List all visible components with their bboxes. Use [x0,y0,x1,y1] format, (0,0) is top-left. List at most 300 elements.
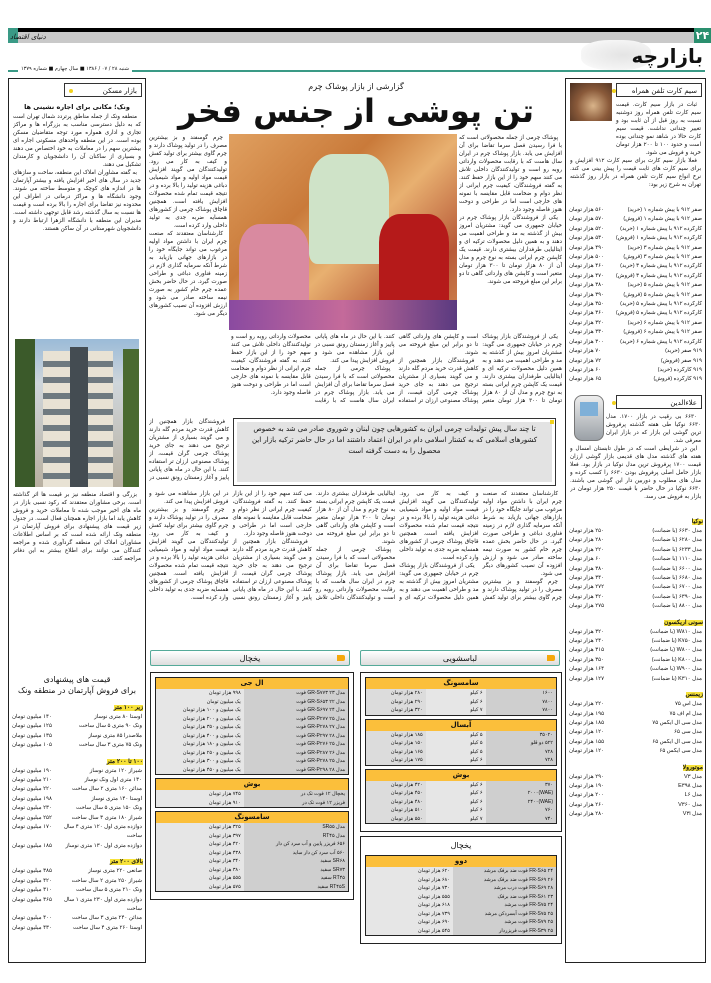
aladdin-box-title: علاءالدین [670,399,697,407]
list-item [568,593,703,602]
price-table-subtitle: برای فروش آپارتمان در منطقه ونک [18,686,136,695]
paragraph: فروشندگان بازار همچنین از کاهش قدرت خرید مردم گله دارند و می گویند بسیاری از مشتریان ترجیح می دهند به جای خرید پوشاک چرمی گران قیمت، از پوشاک مصنوعی ارزان تر استفاده کنند. با این حال در ماه های پایانی پاییز و آغاز زمستان رونق نسبی در این بازار مشاهده می شود و فروش افزایش پیدا می کند. [314,334,479,404]
list-item [568,583,703,592]
paragraph: یکی از فروشندگان بازار پوشاک چرم در خیابان جمهوری می گوید: مشتریان امروز بیش از گذشته به مد و طراحی اهمیت می دهند و به همین دلیل محصولات ترکیه ای و ایتالیایی طرفداران بیشتری دارند. قیمت یک کاپشن چرم ایرانی بسته به نوع چرم و مدل آن از ۸۰ هزار تومان تا ۳۰۰ هزار تومان متغیر است و کاپشن های وارداتی گاهی تا دو برابر این مبلغ فروخته می شوند. [459,215,562,285]
list-item [568,728,703,737]
item-name: مدل سی ال ایکس ۷۵ [652,719,702,726]
item-price: ۱۲۰ هزار تومان [569,748,605,755]
item-name: مدائن ۱۶۰ متری ۲ سال ساخت [72,786,142,793]
table-cell: ۵۱۰ هزار تومان [366,806,426,815]
brand-header: دوو [366,856,556,867]
section-title: بازارچه [631,44,703,68]
list-item [568,215,703,224]
table-row [156,849,348,858]
item-price: ۴۲۰ هزار تومان [569,593,605,600]
table-cell: یک میلیون و ۴۰۰ هزار تومان [156,732,244,741]
item-price: ۱۳۵ میلیون تومان [12,732,52,739]
table-row [366,927,556,936]
table-row [366,689,556,698]
table-cell: مدل GR-S۶۵۳ ۲۲ فوت [244,698,348,707]
table-row [156,689,348,698]
item-name: مدل سی ایکس ۶۵ [659,748,702,755]
item-name: کارکرده ۹۱۲ با پیش شماره ۱ (فروش) [615,235,702,242]
item-name: کارکرده ۹۱۲ با پیش شماره ۳ (فروش) [615,272,702,279]
table-cell: ۳۹۷ هزار تومان [156,832,244,841]
paragraph: چرم گوسفند و بز بیشترین مصرف را در تولید پوشاک دارند و چرم گاوی بیشتر برای تولید کفش و کیف به کار می رود. تولیدکنندگان می گویند افزایش قیمت مواد اولیه و مواد شیمیایی دباغی هزینه تولید را بالا برده و در نتیجه قیمت تمام شده محصولات افزایش یافته است. همچنین قاچاق پوشاک چرمی از کشورهای همسایه ضربه جدی به تولید داخلی وارد کرده است. [149,507,229,601]
item-price: ۱۲۷ هزار تومان [569,675,605,682]
table-cell: FR-S۶۹ ۲۸ فوت درب مرشد [453,884,556,893]
item-name: مدل ۶۷۰۰ (با ضمانت) [652,584,702,591]
item-price: ۲۴۰ هزار تومان [569,638,605,645]
table-cell: مدل GR-S۷۷۳ ۲۳ فوت [244,689,348,698]
table-cell: ۱۷۵ هزار تومان [366,756,426,765]
flag-icon [337,655,345,661]
price-table-title: قیمت های پیشنهادی [43,675,111,684]
item-price: ۱۲۰ هزار تومان [569,729,605,736]
item-price: ۴۲۰ میلیون تومان [12,877,52,884]
item-name: دوازده متری اول ۱۳۰ متری نوساز [65,842,142,849]
list-item [568,665,703,674]
page-number: ۲۴ [695,29,710,42]
table-cell: ۵۷۵ هزار تومان [156,883,244,892]
list-item [568,801,703,810]
item-price: ۴۰۰ میلیون تومان [12,915,52,922]
table-cell: ۴۲۰ هزار تومان [366,781,426,790]
table-cell: ۷۳۹ هزار تومان [366,910,453,919]
list-item [568,309,703,318]
item-price: ۶۰ هزار تومان [569,366,602,373]
table-cell: ۳۵۰۲۰ [486,731,557,740]
table-cell: ۱۶۰۰ [486,689,557,698]
list-item [568,646,703,655]
price-table [365,677,557,716]
list-item [568,357,703,366]
list-item [568,272,703,281]
brand-header: سامسونگ [366,678,556,689]
table-row [366,884,556,893]
table-cell: یک میلیون و ۳۰۰ هزار تومان [156,757,244,766]
article-kicker: گزارشی از بازار پوشاک چرم [308,82,404,91]
table-row [156,757,348,766]
table-row [156,740,348,749]
paragraph: کارشناسان معتقدند که صنعت چرم ایران با داشتن مواد اولیه مرغوب می تواند جایگاه خود را در بازارهای جهانی بازیابد به شرط آنکه سرمایه گذاری لازم در زمینه فناوری دباغی و طراحی صورت گیرد. در حال حاضر بخش عمده چرم خام کشور به صورت نیمه ساخته صادر می شود و ارزش افزوده آن نصیب کشورهای دیگر می شود. [149,231,227,317]
yellow-dot-icon [612,401,616,405]
group-label: سونی اریکسون [664,619,703,626]
list-item [568,206,703,215]
brand-header: بوش [366,770,556,781]
paragraph: ثبات در بازار سیم کارت. قیمت سیم کارت تلفن همراه روز دوشنبه نسبت به روز قبل از آن ثابت بود و تغییر چندانی نداشت. قیمت سیم کارت حالا در شاهد نمو چندانی بوده است و حدود ۱۰۰ تا ۲۰۰ هزار تومان خرید و فروش می شود. [616,102,701,156]
item-price: ۱۲۵ میلیون تومان [12,723,52,730]
table-cell: ۱۸۵ هزار تومان [366,731,426,740]
table-cell: ۹۹۸ هزار تومان [156,689,244,698]
table-cell: ۶۱۸ هزار تومان [366,901,453,910]
item-price: ۲۲۰ میلیون تومان [12,786,52,793]
item-name: صفر ۹۱۲ با پیش شماره ۳ (فروش) [623,254,702,261]
item-name: مدل ۱۱۱۰ (با ضمانت) [652,556,702,563]
list-item [568,291,703,300]
newspaper-logo: دنیای اقتصاد [10,33,46,41]
table-row [156,790,348,799]
housing-box-header [64,83,142,97]
yellow-square-icon [550,420,554,424]
item-name: مدل ۸۸۰۰ (با ضمانت) [652,603,702,610]
list-item [568,319,703,328]
table-cell: یک میلیون و ۴۵۰ هزار تومان [156,766,244,775]
item-name: کارکرده ۹۱۲ با پیش شماره ۶ (خرید) [620,338,702,345]
list-item [11,767,143,776]
item-price: ۳۵۰ هزار تومان [569,301,605,308]
table-cell: ۶۵۶ فریزر پایین و آب سرد کن دار [244,840,348,849]
price-table [365,855,557,936]
list-item [568,253,703,262]
table-cell: ۵ کیلو [426,731,486,740]
table-row [156,698,348,707]
table-cell: مدل GR-P۲۹۷ ۲۸ فوت [244,732,348,741]
list-item [568,628,703,637]
paragraph: کارشناسان معتقدند که صنعت چرم ایران با داشتن مواد اولیه مرغوب می تواند جایگاه خود را در بازارهای جهانی بازیابد به شرط آنکه سرمایه گذاری لازم در زمینه فناوری دباغی و طراحی صورت گیرد. در حال حاضر بخش عمده چرم خام کشور به صورت نیمه ساخته صادر می شود و ارزش افزوده آن نصیب کشورهای دیگر می شود. [482,491,562,577]
table-cell: ۷۸۰۰ [486,706,557,715]
item-name: اوستا ۲۶۰ متری ۴ سال ساخت [73,924,142,931]
table-cell: مدل GR-S۶۹۷ ۲۴ فوت [244,706,348,715]
price-table [155,778,349,808]
item-price: ۳۸۵ میلیون تومان [12,868,52,875]
leather-jackets-photo [229,134,457,330]
pull-quote [233,418,556,486]
table-cell: ۷۸۰۰ [486,698,557,707]
item-name: شیراز ۱۸۰ متری ۳ سال ساخت [71,814,142,821]
brand-header: آبسال [366,720,556,731]
table-cell: مدل GR-P۲۷۸ ۲۷ فوت [244,723,348,732]
table-row [156,799,348,808]
item-price: ۱۴۰ میلیون تومان [12,714,52,720]
brand-header: سامسونگ [156,812,348,823]
list-group-title [11,757,143,767]
table-cell: ۷ کیلو [426,815,486,824]
list-item [568,536,703,545]
item-name: مدل ۶۶۳۰ (با ضمانت) [652,528,702,534]
table-cell: ۵۴۵ هزار تومان [366,927,453,936]
group-label: نوکیا [691,519,703,525]
list-item [11,776,143,785]
list-item [11,886,143,895]
paragraph: چرم گوسفند و بز بیشترین مصرف را در تولید پوشاک دارند و چرم گاوی بیشتر برای تولید کفش و کیف به کار می رود. تولیدکنندگان می گویند افزایش قیمت مواد اولیه و مواد شیمیایی دباغی هزینه تولید را بالا برده و در نتیجه قیمت تمام شده محصولات افزایش یافته است. همچنین قاچاق پوشاک چرمی از کشورهای همسایه ضربه جدی به تولید داخلی وارد کرده است. [149,135,227,229]
table-cell: ۵۶۰ آب سرد کن دار ساید [244,849,348,858]
item-name: کارکرده ۹۱۲ با پیش شماره ۵ (خرید) [620,301,702,308]
table-cell: ۱۵۰ هزار تومان [366,739,426,748]
table-row [366,867,556,876]
table-row [156,874,348,883]
item-price: ۳۰۰ هزار تومان [569,338,605,345]
item-name: ۹۱۹ کارکرده (خرید) [657,366,702,373]
housing-article-text [13,113,141,337]
item-price: ۱۹۸ میلیون تومان [12,795,52,802]
list-item [11,785,143,794]
item-price: ۳۸۰ هزار تومان [569,565,605,572]
table-cell: ۴۳۸ هزار تومان [156,849,244,858]
item-price: ۲۵۰ هزار تومان [569,528,605,534]
item-name: ونک ۹۰ متری ۵ سال ساخت [79,723,142,730]
housing-subtitle: ونک؛ مکانی برای اجاره نشینی ها [24,103,130,111]
item-price: ۲۰۰ هزار تومان [569,792,605,799]
item-name: صانعی ۲۲۰ متری نوساز [88,868,142,875]
item-name: ونک ۲۱۰ متری ۵ سال ساخت [76,887,142,894]
table-cell: ۷۲۸ [486,748,557,757]
item-price: ۲۵۲ میلیون تومان [12,814,52,821]
paragraph: فعلا بازار سیم کارت برای سیم کارت ۹۱۲ افزایش و برای سیم کارت های ثابت قیمت را پیش بینی می کند. نرخ انواع سیم کارت تلفن همراه در بازار روز گذشته تهران به شرح زیر بود: [570,158,701,188]
list-item [568,700,703,709]
price-table [365,719,557,766]
item-price: ۴۶۰ هزار تومان [569,263,605,270]
table-row [366,815,556,824]
item-price: ۱۷۰ میلیون تومان [12,824,52,831]
table-cell: FR-S۶۱ ۲۳ فوت ضد برفک [453,893,556,902]
item-name: شیراز ۱۲۰ متری نوساز [89,767,142,774]
list-item [568,366,703,375]
list-item [11,814,143,823]
table-cell: ۷۴۵ هزار تومان [156,790,244,799]
item-name: مدل ۶۳۹۰ (با ضمانت) [652,593,702,600]
table-row [366,910,556,919]
item-price: ۲۲۰ هزار تومان [569,701,605,708]
table-cell: یک میلیون و ۳۵۰ هزار تومان [156,723,244,732]
table-cell: ۵ کیلو [426,739,486,748]
item-name: ملاصدرا ۸۵ متری نوساز [88,732,142,739]
item-price: ۲۲۰ هزار تومان [569,546,605,553]
item-name: مدل ۶۶۰۰ (با ضمانت) [652,565,702,572]
item-name: مدل اس ۷۵ [674,701,702,708]
table-cell: ۶ کیلو [426,806,486,815]
group-label: زیر ۱۰۰ متر [113,705,143,711]
list-item [568,555,703,564]
item-price: ۵۷۰ هزار تومان [569,216,605,223]
item-price: ۳۵۰ هزار تومان [569,656,605,663]
item-price: ۳۱۵ هزار تومان [569,647,605,654]
paragraph: پوشاک چرمی از جمله محصولاتی است که با فرا رسیدن فصل سرما تقاضا برای آن افزایش می یابد. بازار پوشاک چرم در ایران سال هاست که با رقابت محصولات وارداتی روبه رو است و تولیدکنندگان داخلی تلاش می کنند سهم خود را از این بازار حفظ کنند. به گفته فروشندگان، کیفیت چرم ایرانی از نظر دوام و ضخامت قابل مقایسه با نمونه های خارجی است اما در طراحی و دوخت هنوز فاصله وجود دارد. [232,491,396,601]
table-cell: یک میلیون و ۲۰۰ هزار تومان [156,715,244,724]
table-row [156,840,348,849]
item-price: ۳۳۰ هزار تومان [569,329,605,336]
section-label: لباسشویی [442,654,478,663]
housing-market-column [8,78,146,963]
table-cell: ۵۵۵ هزار تومان [156,874,244,883]
table-cell: ۹۱۰ هزار تومان [156,799,244,808]
table-cell: یخچال ۱۲ فوت تک در [244,790,348,799]
table-cell: ۳۴۰ هزار تومان [156,857,244,866]
list-item [568,675,703,684]
item-price: ۲۱۰ میلیون تومان [12,777,52,784]
table-cell: ۱۶۵ هزار تومان [366,748,426,757]
item-price: ۲۷۵ هزار تومان [569,603,605,610]
section-label: یخچال [239,654,261,663]
item-name: صفر ۹۱۲ با پیش شماره ۱ (خرید) [627,207,702,213]
table-cell: ۶ کیلو [426,689,486,698]
price-table [365,769,557,825]
table-cell: ۶۸۰ هزار تومان [366,876,453,885]
paragraph: ۶۶۳۰ بی رقیب در بازار ۱۷۰۰. مدل ۶۶۳۰ نوکیا طی هفته گذشته پرفروش ترین گوشی این بازار که در بازار ایران معرفی شد. [606,414,701,444]
item-price: ۱۸۵ میلیون تومان [12,842,52,849]
list-group-title [568,763,703,773]
table-cell: SR۷۳ سفید [244,866,348,875]
item-price: ۳۲۰ هزار تومان [569,628,605,635]
washer-section-header [360,650,560,666]
item-price: ۵۲۰ هزار تومان [569,225,605,232]
apartment-price-list [11,697,143,933]
section-label: یخچال [450,841,472,850]
list-item [568,375,703,384]
list-item [568,234,703,243]
table-row [156,732,348,741]
item-name: مدل سی ۶۵ [674,729,702,736]
item-price: ۷۰ هزار تومان [569,348,602,355]
item-price: ۵۳۰ هزار تومان [569,235,605,242]
paragraph: یکی از فروشندگان بازار پوشاک چرم در خیابان جمهوری می گوید: مشتریان امروز بیش از گذشته به مد و طراحی اهمیت می دهند و به همین دلیل محصولات ترکیه ای و ایتالیایی طرفداران بیشتری دارند. قیمت یک کاپشن چرم ایرانی بسته به نوع چرم و مدل آن از ۸۰ هزار تومان تا ۳۰۰ هزار تومان متغیر است و کاپشن های وارداتی گاهی تا دو برابر این مبلغ فروخته می شوند. [398,334,562,404]
item-price: ۲۶۰ هزار تومان [569,801,605,808]
table-cell: ۲۸۰ هزار تومان [366,689,426,698]
group-label: موتورولا [682,764,703,771]
building-photo [15,339,139,487]
item-name: ۹۱۹ کارکرده (فروش) [653,376,702,383]
table-cell: یک میلیون تومان [156,698,244,707]
table-cell: ۳۲۵ هزار تومان [156,823,244,832]
item-price: ۱۶۴ هزار تومان [569,666,605,673]
list-item [11,741,143,750]
table-cell: (WAE)۲۴۰۰ [486,798,557,807]
item-name: صفر ۹۱۲ با پیش شماره ۳ (خرید) [627,244,702,251]
item-price: ۱۹۰ هزار تومان [569,782,605,789]
item-name: کارکرده ۹۱۲ با پیش شماره ۱ (خرید) [620,225,702,232]
item-name: دوازده متری اول ۲۳۰ متری ۱ سال ساخت [63,896,142,912]
list-item [568,656,703,665]
list-group-title [568,618,703,628]
item-name: ونک ۱۵۰ متری ۵ سال ساخت [76,805,142,812]
table-cell: یک میلیون و ۲۵۰ هزار تومان [156,749,244,758]
item-price: ۱۵۵ هزار تومان [569,738,605,745]
paragraph: فروشندگان بازار همچنین از کاهش قدرت خرید مردم گله دارند و می گویند بسیاری از مشتریان ترجیح می دهند به جای خرید پوشاک چرمی گران قیمت، از پوشاک مصنوعی ارزان تر استفاده کنند. با این حال در ماه های پایانی پاییز و آغاز زمستان رونق نسبی در [149,419,229,481]
item-name: مدل W۸۰۰ (با ضمانت) [650,647,702,654]
list-item [568,574,703,583]
article-text-col-3 [231,333,562,413]
item-price: ۳۶۵ میلیون تومان [12,896,52,903]
list-item [568,281,703,290]
table-cell: ۷۳۰ هزار تومان [366,884,453,893]
brand-header: ال جی [156,678,348,689]
list-group-title [568,690,703,700]
list-item [568,565,703,574]
item-price: ۱۸۵ هزار تومان [569,719,605,726]
item-name: مدائن ۲۴۰ متری ۳ سال ساخت [72,915,142,922]
simcard-box-title: سیم کارت تلفن همراه [631,87,697,95]
yellow-dot-icon [612,89,616,93]
item-price: ۶۰ هزار تومان [569,556,602,563]
table-row [366,756,556,765]
item-price: ۵۰۰ هزار تومان [569,254,605,261]
item-price: ۳۶۰ هزار تومان [569,310,605,317]
item-name: صفر ۹۱۲ با پیش شماره ۶ (فروش) [623,329,702,336]
item-name: ۹۱۹ صفر (خرید) [665,348,702,355]
list-item [568,328,703,337]
table-cell: FR-S۳۹ ۲۵ فوت فریزردار [453,927,556,936]
table-cell: مدل GR-P۲۸۷ ۲۶ فوت [244,749,348,758]
table-row [366,798,556,807]
table-row [156,866,348,875]
table-cell: ۲۹۰ هزار تومان [366,698,426,707]
list-item [568,300,703,309]
table-cell: ۷۶۰ [486,806,557,815]
table-row [366,748,556,757]
table-cell: ۵۲۲ دو قلو [486,739,557,748]
table-row [156,715,348,724]
list-item [568,719,703,728]
table-cell: ۷۲۸ [486,756,557,765]
list-item [11,804,143,813]
top-band [8,32,694,43]
table-row [156,883,348,892]
paragraph: فروشندگان بازار همچنین از کاهش قدرت خرید مردم گله دارند و می گویند بسیاری از مشتریان ترجیح می دهند به جای خرید پوشاک چرمی گران قیمت، از پوشاک مصنوعی ارزان تر استفاده کنند. با این حال در ماه های پایانی پاییز و آغاز زمستان رونق نسبی در این بازار مشاهده می شود و فروش افزایش پیدا می کند. [149,491,312,601]
table-row [366,876,556,885]
table-cell: مدل RT۴۵ [244,832,348,841]
table-row [156,823,348,832]
list-item [11,896,143,915]
table-row [366,918,556,927]
table-cell: ۴۸۰ هزار تومان [366,798,426,807]
article-title: تن پوشی از جنس فخر [178,92,534,130]
table-cell: ۶ کیلو [426,798,486,807]
item-name: مدل ام اف ۷۵ [669,710,702,717]
list-item [568,527,703,536]
table-row [366,739,556,748]
table-row [366,706,556,715]
table-cell: RT۴۵ سفید [244,874,348,883]
item-price: ۲۸۰ هزار تومان [569,537,605,544]
item-name: مدل V۳ [684,773,702,780]
table-cell: (WAE)۲۰۰۰ [486,789,557,798]
item-name: دوازده متری اول ۱۲۰ متری ۴ سال ساخت [63,824,142,840]
paragraph: به گفته مشاوران املاک این منطقه، ساخت و سازهای جدید در سال های اخیر افزایش یافته و بیشتر آپارتمان ها در اندازه های کوچک و متوسط ساخته می شوند. وجود دانشگاه ها و مراکز درمانی در اطراف این محدوده نیز تقاضا برای اجاره را بالا برده است و قیمت ها نسبت به سال گذشته رشد قابل توجهی داشته است. مدیران این منطقه با دانشگاه الزهرا ارتباط دارند و دانشجویان شهرستانی در آن ساکن هستند. [13,170,141,232]
list-item [568,637,703,646]
group-label: زیمنس [685,692,703,699]
list-item [568,546,703,555]
article-text-col-4 [149,418,229,482]
table-cell: یک میلیون و ۱۰۰ هزار تومان [156,706,244,715]
table-cell: ۳۷۰ [486,781,557,790]
fridge-section-header [150,650,350,666]
table-cell: یک میلیون و ۱۸۰ هزار تومان [156,740,244,749]
table-row [156,857,348,866]
item-name: اوستا ۸۰ متری نوساز [94,714,142,720]
table-row [366,731,556,740]
mobile-market-column [565,78,706,963]
simcard-price-list [568,206,703,385]
aladdin-box-header [616,395,702,409]
list-item [568,782,703,791]
item-price: ۲۷۲ هزار تومان [569,584,605,591]
item-name: مدل ۶۲۸۰ (با ضمانت) [652,537,702,544]
table-cell: ۶ کیلو [426,756,486,765]
list-item [11,713,143,722]
simcard-article-text [570,101,701,205]
table-row [366,698,556,707]
table-cell: مدل SR۵۵ [244,823,348,832]
list-item [11,732,143,741]
aladdin-article-text [570,413,701,509]
item-name: صفر ۹۱۲ با پیش شماره ۵ (فروش) [623,291,702,298]
table-cell: ۶ کیلو [426,789,486,798]
item-price: ۱۹۰ میلیون تومان [12,767,52,774]
list-item [568,738,703,747]
item-name: ۹۱۹ صفر (فروش) [660,357,702,364]
article-text-col-2 [149,134,227,414]
item-name: مدل V۳i [682,811,702,818]
